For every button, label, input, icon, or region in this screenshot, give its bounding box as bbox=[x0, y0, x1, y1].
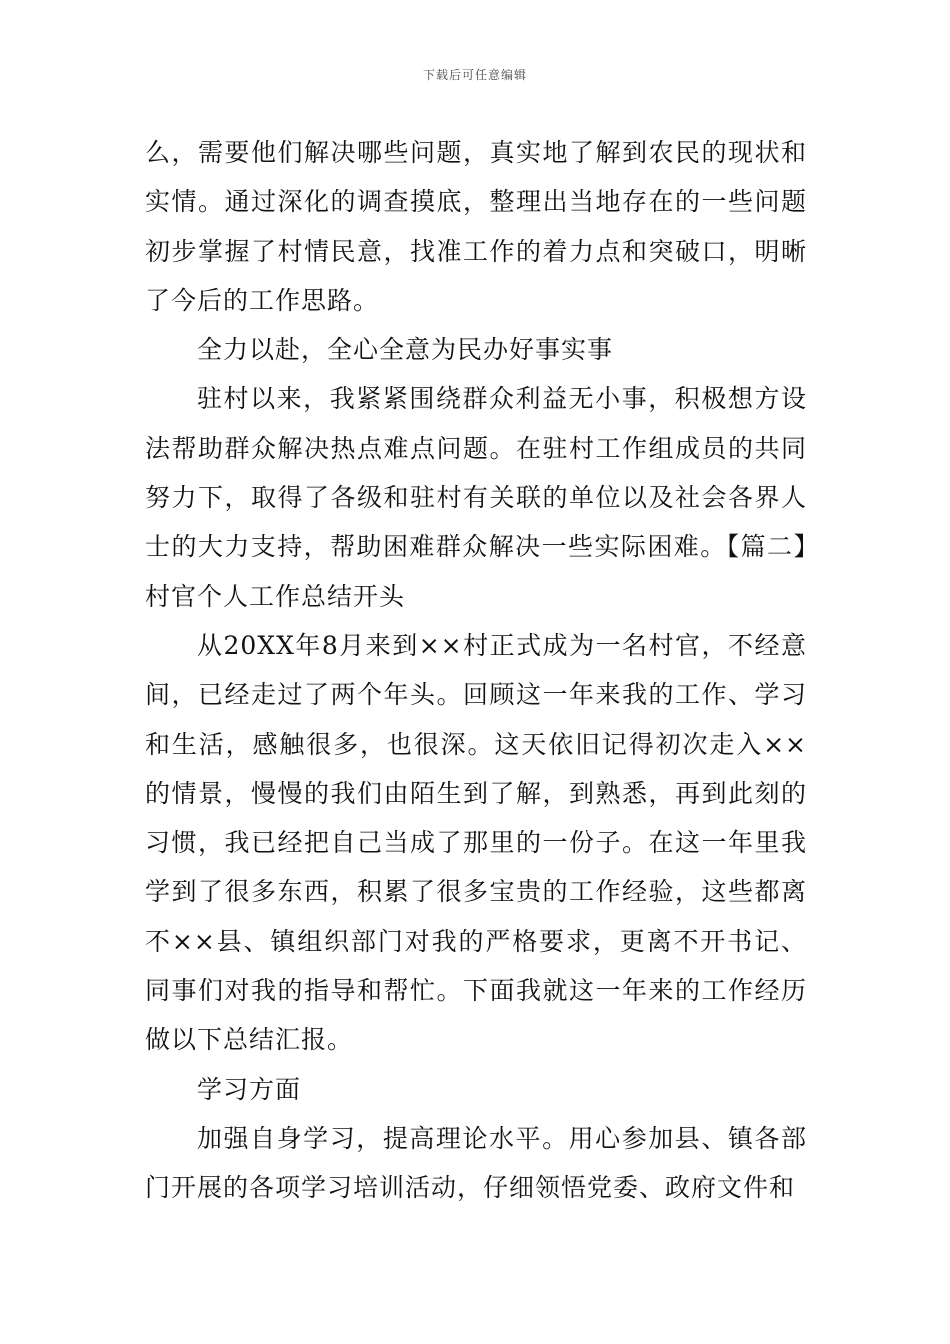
section-heading: 全力以赴，全心全意为民办好事实事 bbox=[197, 335, 614, 365]
document-body bbox=[145, 128, 807, 1213]
paragraph: 驻村以来，我紧紧围绕群众利益无小事，积极想方设法帮助群众解决热点难点问题。在驻村工作组成员的共同努力下，取得了各级和驻村有关联的单位以及社会各界人士的大力支持，帮助困难群众解决一些实际困难。【篇二】村官个人工作总结开头 bbox=[145, 384, 807, 611]
paragraph-continuation: 么，需要他们解决哪些问题，真实地了解到农民的现状和实情。通过深化的调查摸底，整理出当地存在的一些问题初步掌握了村情民意，找准工作的着力点和突破口，明晰了今后的工作思路。 bbox=[145, 138, 807, 315]
paragraph: 从20XX年8月来到××村正式成为一名村官，不经意间，已经走过了两个年头。回顾这一年来我的工作、学习和生活，感触很多，也很深。这天依旧记得初次走入××的情景，慢慢的我们由陌生到了解，到熟悉，再到此刻的习惯，我已经把自己当成了那里的一份子。在这一年里我学到了很多东西，积累了很多宝贵的工作经验，这些都离不××县、镇组织部门对我的严格要求，更离不开书记、同事们对我的指导和帮忙。下面我就这一年来的工作经历做以下总结汇报。 bbox=[145, 630, 807, 1055]
section-heading: 学习方面 bbox=[197, 1074, 302, 1104]
page-header: 下载后可任意编辑 bbox=[422, 68, 527, 82]
paragraph: 加强自身学习，提高理论水平。用心参加县、镇各部门开展的各项学习培训活动，仔细领悟党委、政府文件和 bbox=[145, 1123, 807, 1203]
